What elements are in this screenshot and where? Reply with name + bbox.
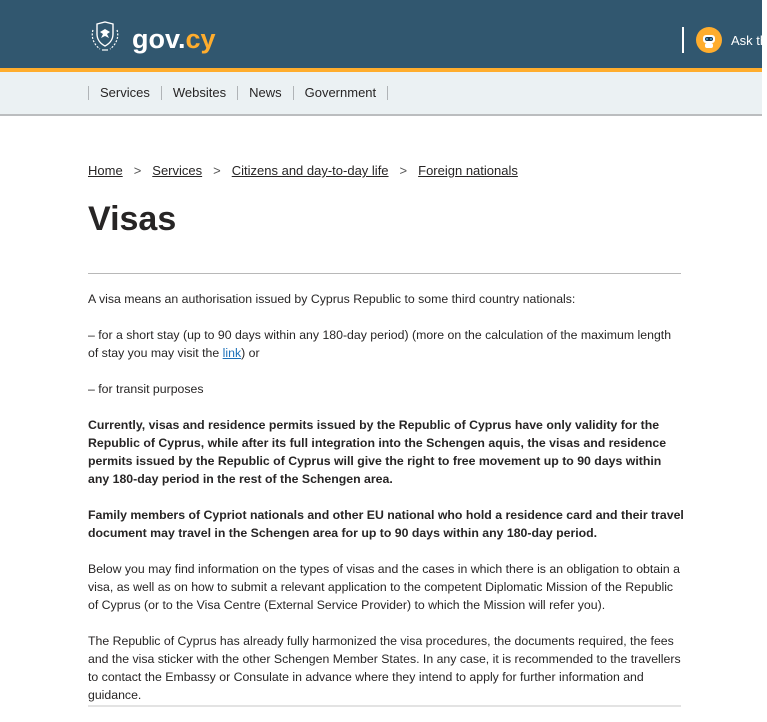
validity-paragraph: Currently, visas and residence permits issued by the Republic of Cyprus have only validity for the Republic of Cyprus, while after its full integration into the Schengen aquis, the visas and residence permits issued by the Republic of Cyprus will give the right to free movement up to 90 days within any 180-day period in the rest of the Schengen area. xyxy=(88,418,667,486)
nav-item-government[interactable]: Government xyxy=(304,85,377,100)
ask-assistant-button[interactable] xyxy=(682,27,767,53)
page-content xyxy=(88,290,684,722)
harmonized-paragraph: The Republic of Cyprus has already fully harmonized the visa procedures, the documents required, the fees and the visa sticker with the other Schengen Member States. In any case, it is recommended to the travellers to contact the Embassy or Consulate in advance where they intend to apply for further information and guidance. xyxy=(88,634,681,702)
breadcrumb-foreign-nationals[interactable]: Foreign nationals xyxy=(418,163,518,178)
nav-item-websites[interactable]: Websites xyxy=(172,85,227,100)
gov-cy-logo-link[interactable] xyxy=(88,20,216,59)
short-stay-paragraph: – for a short stay (up to 90 days within any 180-day period) (more on the calculation of the maximum length of stay you may visit the link) or xyxy=(88,328,672,360)
chevron-right-icon: > xyxy=(399,163,408,178)
family-members-paragraph: Family members of Cypriot nationals and other EU national who hold a residence card and their travel document may travel in the Schengen area for up to 90 days within any 180-day period. xyxy=(88,508,684,540)
main-nav xyxy=(0,72,762,116)
transit-paragraph: – for transit purposes xyxy=(88,382,204,396)
nav-divider xyxy=(387,86,388,100)
site-header xyxy=(0,0,767,68)
breadcrumb xyxy=(88,163,518,178)
breadcrumb-citizens[interactable]: Citizens and day-to-day life xyxy=(231,163,389,178)
nav-item-news[interactable]: News xyxy=(249,85,282,100)
chevron-right-icon: > xyxy=(213,163,221,178)
divider xyxy=(88,273,681,274)
calculation-link[interactable]: link xyxy=(222,346,242,360)
logo-text: gov.cy xyxy=(132,24,216,54)
chevron-right-icon: > xyxy=(133,163,142,178)
breadcrumb-home[interactable]: Home xyxy=(88,163,123,178)
nav-item-services[interactable]: Services xyxy=(100,85,150,100)
intro-paragraph: A visa means an authorisation issued by Cyprus Republic to some third country nationals: xyxy=(88,292,576,306)
divider xyxy=(88,705,681,707)
ask-label: Ask th xyxy=(731,32,767,48)
page-title: Visas xyxy=(88,200,177,238)
breadcrumb-services[interactable]: Services xyxy=(152,163,203,178)
robot-assistant-icon xyxy=(696,27,722,53)
coat-of-arms-icon xyxy=(88,20,122,59)
info-paragraph: Below you may find information on the types of visas and the cases in which there is an obligation to obtain a visa, as well as on how to submit a relevant application to the competent Diplomatic Mission of the Republic of Cyprus (or to the Visa Centre (External Service Provider) to which the Mission will refer you). xyxy=(88,562,680,612)
